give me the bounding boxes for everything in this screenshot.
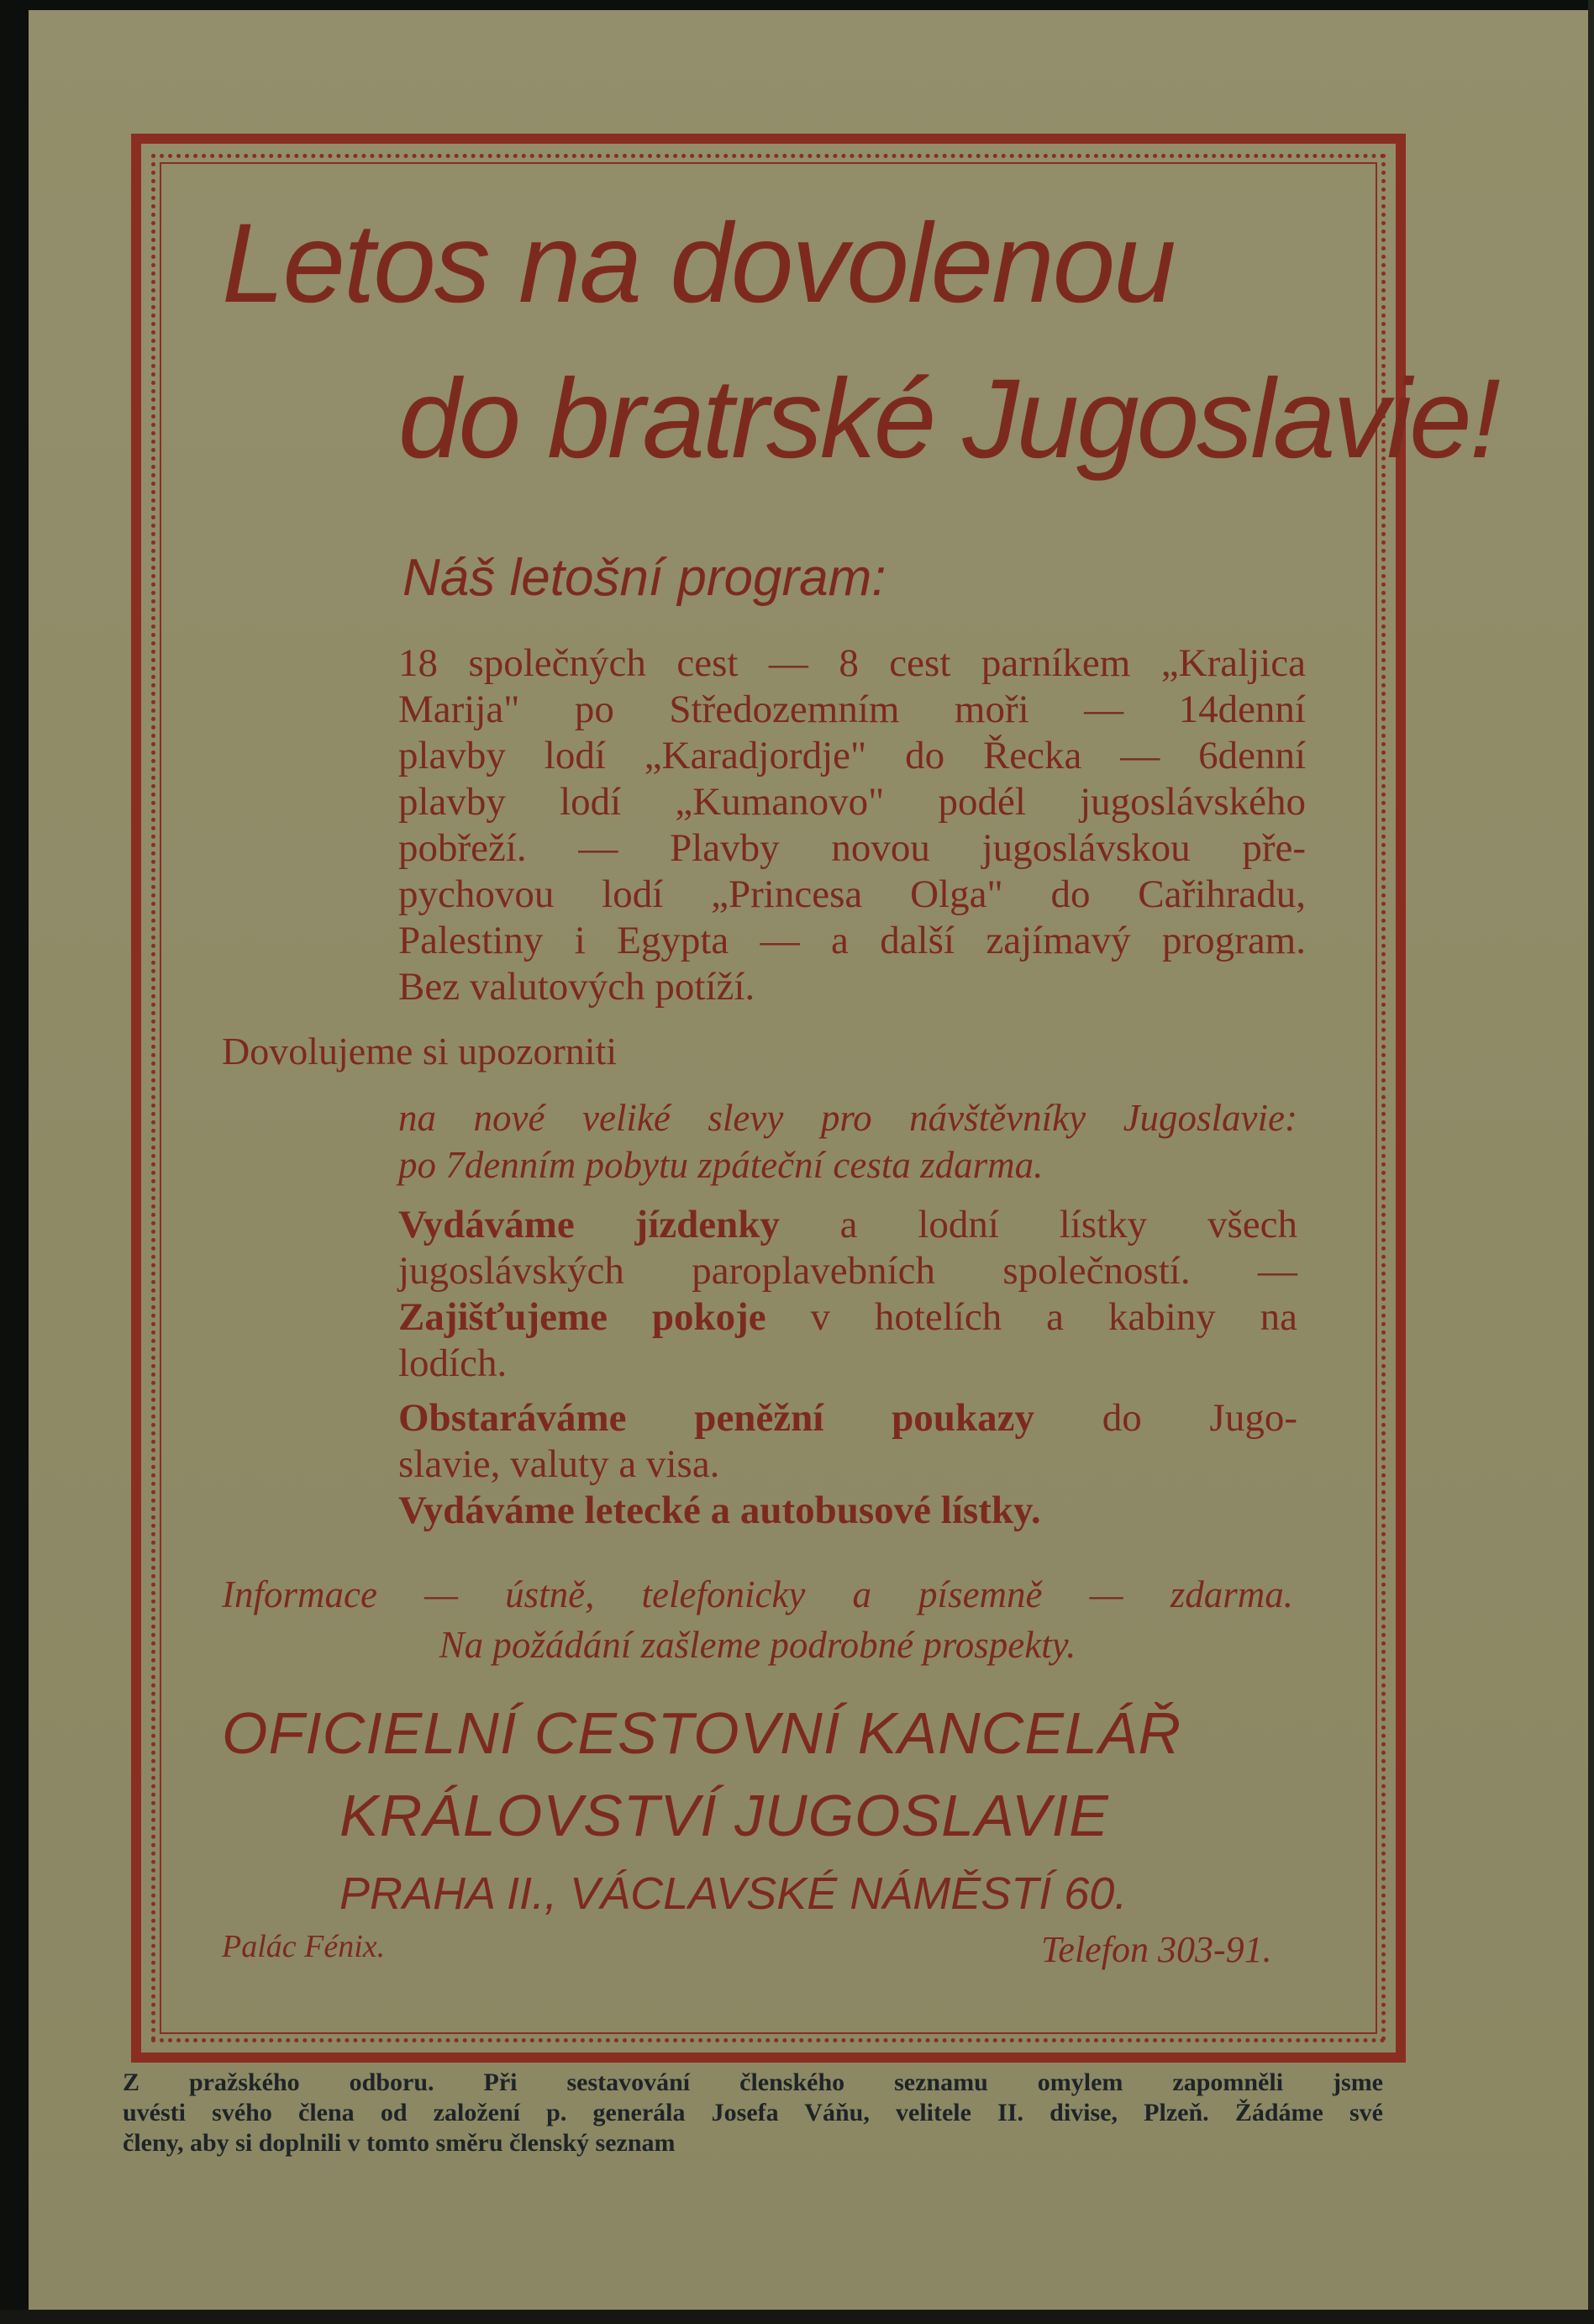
headline-line1: Letos na dovolenou bbox=[222, 201, 1175, 326]
service-line: jugoslávských paroplavebních společností. — bbox=[398, 1249, 1297, 1293]
service-line bbox=[398, 1488, 1297, 1534]
service-text: a lodní lístky všech bbox=[779, 1203, 1297, 1246]
program-line: Marija" po Středozemním moři — 14denní bbox=[398, 688, 1306, 731]
discount-block bbox=[398, 1094, 1297, 1188]
footnote-line: uvésti svého člena od založení p. generála Josefa Váňu, velitele II. divise, Plzeň. Žádáme své bbox=[123, 2099, 1383, 2126]
service-line bbox=[398, 1202, 1297, 1248]
info-block bbox=[222, 1569, 1293, 1670]
info-line: Na požádání zašleme podrobné prospekty. bbox=[439, 1624, 1076, 1666]
service-text: do Jugo- bbox=[1034, 1396, 1297, 1440]
program-line: plavby lodí „Karadjordje" do Řecka — 6denní bbox=[398, 734, 1306, 777]
discount-line: po 7denním pobytu zpáteční cesta zdarma. bbox=[398, 1144, 1044, 1186]
service-bold: Zajišťujeme pokoje bbox=[398, 1295, 766, 1339]
discount-line: na nové veliké slevy pro návštěvníky Jugoslavie: bbox=[398, 1097, 1297, 1139]
office-address: PRAHA II., VÁCLAVSKÉ NÁMĚSTÍ 60. bbox=[339, 1868, 1128, 1919]
program-line: plavby lodí „Kumanovo" podél jugoslávského bbox=[398, 780, 1306, 824]
scan-edge-bottom bbox=[0, 2310, 1594, 2324]
program-line: Palestiny i Egypta — a další zajímavý program. bbox=[398, 919, 1306, 962]
program-line: 18 společných cest — 8 cest parníkem „Kraljica bbox=[398, 641, 1306, 685]
service-bold: Vydáváme letecké a autobusové lístky. bbox=[398, 1489, 1041, 1532]
service-text: v hotelích a kabiny na bbox=[765, 1295, 1297, 1339]
service-line: slavie, valuty a visa. bbox=[398, 1442, 720, 1486]
service-bold: Vydáváme jízdenky bbox=[398, 1203, 780, 1246]
office-name: OFICIELNÍ CESTOVNÍ KANCELÁŘ bbox=[222, 1700, 1182, 1766]
program-line: pobřeží. — Plavby novou jugoslávskou pře- bbox=[398, 826, 1306, 870]
service-line bbox=[398, 1294, 1297, 1341]
service-line: lodích. bbox=[398, 1341, 508, 1385]
service-line bbox=[398, 1395, 1297, 1441]
info-line: Informace — ústně, telefonicky a písemně — zdarma. bbox=[222, 1573, 1293, 1615]
notice-text: Dovolujeme si upozorniti bbox=[222, 1030, 618, 1072]
services-block bbox=[398, 1202, 1297, 1534]
program-line: pychovou lodí „Princesa Olga" do Cařihradu, bbox=[398, 872, 1306, 916]
program-paragraph bbox=[398, 640, 1306, 1010]
footnote-line: členy, aby si doplnili v tomto směru členský seznam bbox=[123, 2129, 676, 2157]
program-line: Bez valutových potíží. bbox=[398, 965, 755, 1009]
phone-number: Telefon 303-91. bbox=[1041, 1929, 1272, 1970]
scan-edge-top bbox=[0, 0, 1594, 10]
page bbox=[29, 10, 1588, 2310]
scan-edge-right bbox=[1588, 0, 1594, 2324]
program-heading: Náš letošní program: bbox=[402, 549, 886, 607]
service-bold: Obstaráváme peněžní poukazy bbox=[398, 1396, 1034, 1440]
building-name: Palác Fénix. bbox=[222, 1929, 386, 1964]
scan-edge-left bbox=[0, 0, 29, 2324]
footnote bbox=[123, 2068, 1383, 2158]
footnote-line: Z pražského odboru. Při sestavování členského seznamu omylem zapomněli jsme bbox=[123, 2068, 1383, 2096]
headline-line2: do bratrské Jugoslavie! bbox=[398, 356, 1498, 482]
office-kingdom: KRÁLOVSTVÍ JUGOSLAVIE bbox=[339, 1783, 1109, 1848]
